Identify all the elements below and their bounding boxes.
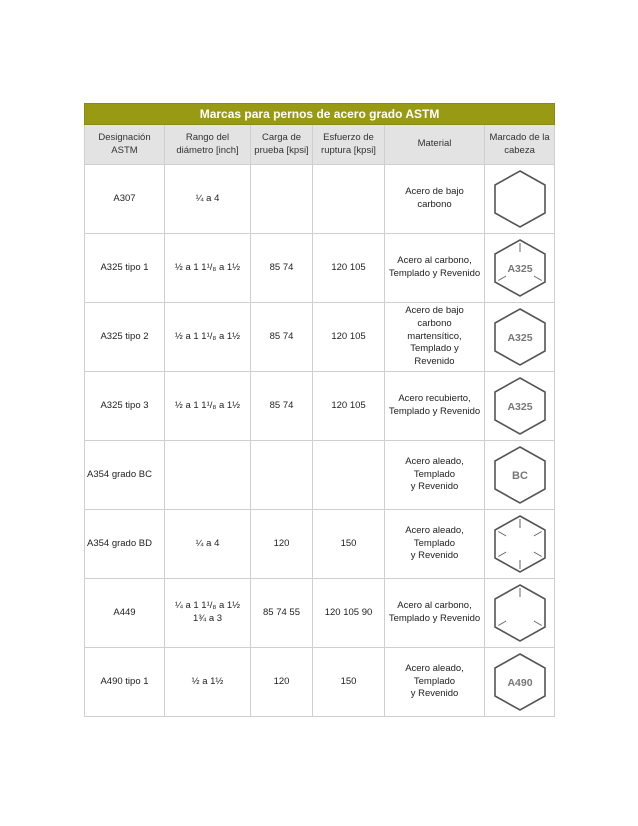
header-material: Material — [385, 125, 485, 165]
carga-cell: 85 74 — [251, 234, 313, 303]
cell-line: Acero recubierto, — [398, 393, 471, 405]
hex-head-labeled-icon — [492, 445, 548, 505]
cell-line: ½ a 1½ — [191, 675, 224, 687]
carga-cell: 85 74 — [251, 372, 313, 441]
radial-line-mark — [498, 532, 506, 537]
carga-cell: 120 — [251, 510, 313, 579]
designacion-cell: A449 — [85, 579, 165, 648]
designacion-cell: A354 grado BD — [85, 510, 165, 579]
cell-line: Templado y Revenido — [388, 613, 481, 625]
rango-cell — [165, 648, 251, 717]
esfuerzo-cell: 150 — [313, 510, 385, 579]
header-designacion: Designación ASTM — [85, 125, 165, 165]
table-row — [85, 441, 555, 510]
cell-line: y Revenido — [410, 688, 459, 700]
hex-head-labeled-icon — [492, 376, 548, 436]
carga-cell — [251, 441, 313, 510]
cell-line: Acero de bajo carbono — [405, 186, 464, 210]
header-carga: Carga de prueba [kpsi] — [251, 125, 313, 165]
material-cell — [385, 303, 485, 372]
radial-line-mark — [533, 552, 541, 557]
radial-line-mark — [533, 532, 541, 537]
table-row — [85, 579, 555, 648]
cell-line: Acero al carbono, — [397, 600, 472, 612]
material-cell — [385, 648, 485, 717]
rango-cell — [165, 165, 251, 234]
material-cell — [385, 441, 485, 510]
radial-line-mark — [533, 621, 541, 626]
esfuerzo-cell — [313, 165, 385, 234]
header-row — [85, 125, 555, 165]
hex-head-plain-icon — [492, 169, 548, 229]
marcado-cell — [485, 372, 555, 441]
table-title: Marcas para pernos de acero grado ASTM — [85, 104, 555, 125]
marcado-cell — [485, 579, 555, 648]
designacion-cell: A325 tipo 2 — [85, 303, 165, 372]
rango-cell — [165, 234, 251, 303]
cell-line: ½ a 1 1¹/₈ a 1½ — [174, 261, 241, 273]
header-esfuerzo: Esfuerzo de ruptura [kpsi] — [313, 125, 385, 165]
head-mark-text: A325 — [506, 401, 533, 414]
esfuerzo-cell: 120 105 — [313, 372, 385, 441]
carga-cell — [251, 165, 313, 234]
cell-line: Templado y Revenido — [388, 268, 481, 279]
table-row — [85, 372, 555, 441]
hex-head-labeled-icon — [492, 652, 548, 712]
designacion-cell: A490 tipo 1 — [85, 648, 165, 717]
cell-line: ¼ a 1 1¹/₈ a 1½ — [174, 600, 241, 612]
radial-line-mark — [498, 552, 506, 557]
marcado-cell — [485, 510, 555, 579]
material-cell — [385, 579, 485, 648]
esfuerzo-cell: 120 105 90 — [313, 579, 385, 648]
table-row — [85, 165, 555, 234]
marcado-cell — [485, 441, 555, 510]
cell-line: Acero de bajo carbono — [405, 305, 464, 329]
head-mark-text: A490 — [506, 677, 533, 690]
astm-bolt-table — [84, 103, 555, 717]
cell-line: Revenido — [414, 356, 455, 368]
table-row — [85, 234, 555, 303]
material-cell — [385, 165, 485, 234]
material-cell — [385, 510, 485, 579]
hex-head-6-radial-icon — [492, 514, 548, 574]
hex-head-labeled-icon — [492, 307, 548, 367]
head-mark-text: BC — [511, 470, 528, 483]
designacion-cell: A325 tipo 3 — [85, 372, 165, 441]
table-row — [85, 510, 555, 579]
radial-line-mark — [498, 621, 506, 626]
rango-cell — [165, 510, 251, 579]
cell-line: ¼ a 4 — [195, 192, 220, 204]
designacion-cell: A307 — [85, 165, 165, 234]
cell-line: Acero al carbono, — [397, 255, 472, 267]
esfuerzo-cell: 150 — [313, 648, 385, 717]
carga-cell: 85 74 — [251, 303, 313, 372]
designacion-cell: A354 grado BC — [85, 441, 165, 510]
cell-line: ½ a 1 1¹/₈ a 1½ — [174, 399, 241, 411]
carga-cell: 120 — [251, 648, 313, 717]
table-row — [85, 303, 555, 372]
head-mark-text: A325 — [506, 263, 533, 275]
marcado-cell — [485, 165, 555, 234]
cell-line: ½ a 1 1¹/₈ a 1½ — [174, 330, 241, 342]
header-rango: Rango del diámetro [inch] — [165, 125, 251, 165]
head-mark-text: A325 — [506, 332, 533, 345]
radial-line-mark — [498, 276, 506, 281]
hex-head-3-radial-icon — [492, 583, 548, 643]
table-row — [85, 648, 555, 717]
esfuerzo-cell: 120 105 — [313, 234, 385, 303]
rango-cell — [165, 441, 251, 510]
material-cell — [385, 372, 485, 441]
cell-line: Templado y Revenido — [388, 406, 481, 418]
marcado-cell — [485, 303, 555, 372]
cell-line: ¼ a 4 — [195, 537, 220, 549]
cell-line: y Revenido — [410, 550, 459, 562]
cell-line: 1¾ a 3 — [192, 613, 223, 625]
cell-line: y Revenido — [410, 481, 459, 493]
cell-line: Acero aleado, Templado — [405, 662, 464, 687]
hex-head-labeled-icon — [492, 238, 548, 298]
radial-line-mark — [533, 276, 541, 281]
designacion-cell: A325 tipo 1 — [85, 234, 165, 303]
material-cell — [385, 234, 485, 303]
cell-line: martensítico, Templado y — [407, 330, 462, 355]
rango-cell — [165, 579, 251, 648]
esfuerzo-cell — [313, 441, 385, 510]
esfuerzo-cell: 120 105 — [313, 303, 385, 372]
marcado-cell — [485, 234, 555, 303]
rango-cell — [165, 372, 251, 441]
carga-cell: 85 74 55 — [251, 579, 313, 648]
marcado-cell — [485, 648, 555, 717]
cell-line: Acero aleado, Templado — [405, 455, 464, 480]
rango-cell — [165, 303, 251, 372]
header-marcado: Marcado de la cabeza — [485, 125, 555, 165]
cell-line: Acero aleado, Templado — [405, 524, 464, 549]
